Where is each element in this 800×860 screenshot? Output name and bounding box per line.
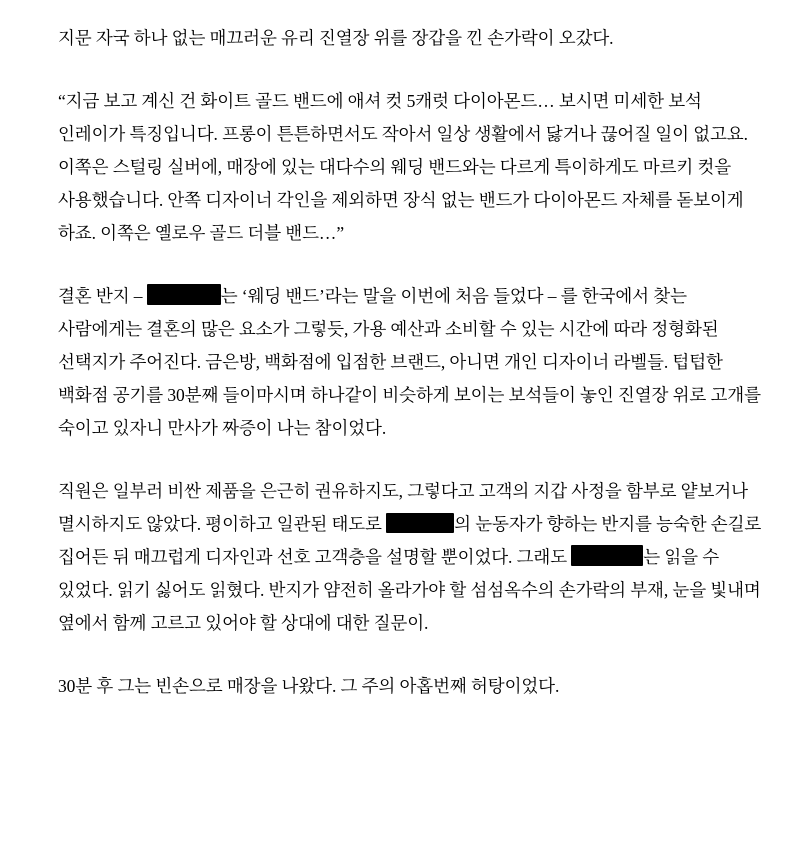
text-segment: 결혼 반지 – xyxy=(58,286,147,306)
text-segment: 직원은 일부러 비싼 제품을 은근히 권유하지도, 그렇다고 고객의 지갑 사정을 함부로 얕보거나 멸시하지도 않았다. 평이하고 일관된 태도로 xyxy=(58,481,748,534)
paragraph-wedding-ring-search xyxy=(58,280,772,445)
paragraph-closing: 30분 후 그는 빈손으로 매장을 나왔다. 그 주의 아홉번째 허탕이었다. xyxy=(58,676,560,696)
redaction-block xyxy=(571,545,643,566)
redaction-block xyxy=(386,513,454,533)
text-segment: 는 읽을 수 있었다. 읽기 싫어도 읽혔다. 반지가 얌전히 올라가야 할 섬섬옥수의 손가락의 부재, 눈을 빛내며 옆에서 함께 고르고 있어야 할 상대에 대한 질문이. xyxy=(58,547,761,633)
text-segment: 는 ‘웨딩 밴드’라는 말을 이번에 처음 들었다 – 를 한국에서 찾는 사람에게는 결혼의 많은 요소가 그렇듯, 가용 예산과 소비할 수 있는 시간에 따라 정형화된 선택지가 주어진다. 금은방, 백화점에 입점한 브랜드, 아니면 개인 디자이너 라벨들. 텁텁한 백화점 공기를 30분째 들이마시며 하나같이 비슷하게 보이는 보석들이 놓인 진열장 위로 고개를 숙이고 있자니 만사가 짜증이 나는 참이었다. xyxy=(58,286,761,438)
paragraph-opening: 지문 자국 하나 없는 매끄러운 유리 진열장 위를 장갑을 낀 손가락이 오갔다. xyxy=(58,28,614,48)
paragraph-staff-attitude xyxy=(58,475,772,640)
paragraph-sales-quote: “지금 보고 계신 건 화이트 골드 밴드에 애셔 컷 5캐럿 다이아몬드… 보시면 미세한 보석 인레이가 특징입니다. 프롱이 튼튼하면서도 작아서 일상 생활에서 닳거나 끊어질 일이 없고요. 이쪽은 스털링 실버에, 매장에 있는 대다수의 웨딩 밴드와는 다르게 특이하게도 마르키 컷을 사용했습니다. 안쪽 디자이너 각인을 제외하면 장식 없는 밴드가 다이아몬드 자체를 돋보이게 하죠. 이쪽은 옐로우 골드 더블 밴드…” xyxy=(58,91,748,243)
text-segment: 의 눈동자가 향하는 반지를 능숙한 손길로 집어든 뒤 매끄럽게 디자인과 선호 고객층을 설명할 뿐이었다. 그래도 xyxy=(58,514,762,567)
redaction-block xyxy=(147,284,221,305)
